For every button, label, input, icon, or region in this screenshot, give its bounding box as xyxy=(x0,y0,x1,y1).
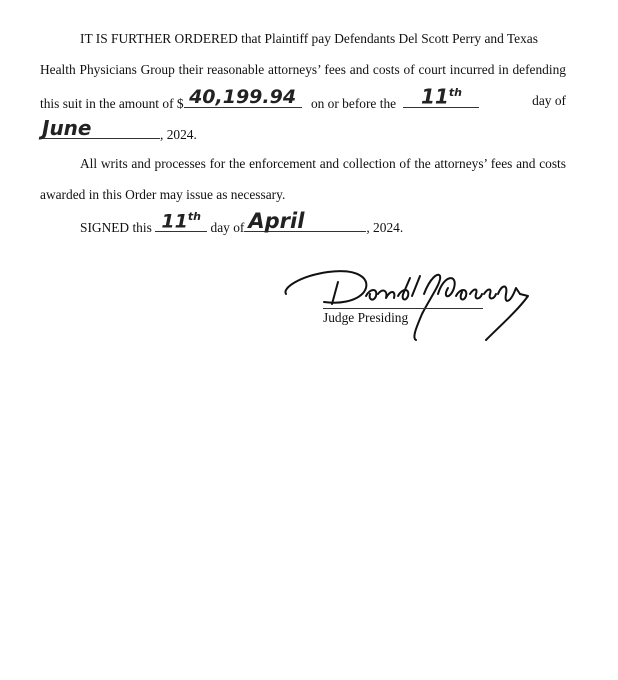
paragraph-1-line-3 xyxy=(40,85,566,112)
paragraph-1-line-4 xyxy=(40,116,566,143)
signed-month-blank xyxy=(244,209,366,233)
signed-middle: day of xyxy=(210,220,245,235)
paragraph-1-line-2-text: Health Physicians Group their reasonable attorneys’ fees and costs of court incurred in defending xyxy=(40,62,566,77)
amount-blank xyxy=(184,86,302,108)
due-day-blank xyxy=(403,85,479,109)
paragraph-1-line-1-text: IT IS FURTHER ORDERED that Plaintiff pay Defendants Del Scott Perry and Texas xyxy=(80,31,538,46)
signed-day-blank xyxy=(155,209,207,232)
signed-day-suffix: th xyxy=(187,209,201,223)
due-day-value: 11 xyxy=(420,85,449,109)
due-day-suffix: th xyxy=(448,86,462,100)
due-date-middle: on or before the xyxy=(310,96,397,111)
signature-block xyxy=(280,258,540,348)
paragraph-1-line-1 xyxy=(40,31,566,47)
paragraph-2-line-2-text: awarded in this Order may issue as necessary. xyxy=(40,187,286,202)
due-year-text: , 2024. xyxy=(160,127,197,142)
amount-handwritten: 40,199.94 xyxy=(189,86,297,108)
paragraph-2-line-1-text: All writs and processes for the enforcement and collection of the attorneys’ fees and costs xyxy=(80,156,566,171)
due-month-handwritten: June xyxy=(42,116,92,140)
signed-line xyxy=(40,209,566,236)
signed-day-handwritten xyxy=(155,209,207,232)
paragraph-2-line-2 xyxy=(40,187,566,203)
signed-prefix: SIGNED this xyxy=(80,220,152,235)
paragraph-2-line-1 xyxy=(40,156,566,172)
judge-signature-graphic xyxy=(280,258,540,348)
amount-prefix: this suit in the amount of $ xyxy=(40,96,184,111)
signed-day-value: 11 xyxy=(161,210,188,232)
judge-presiding-label: Judge Presiding xyxy=(323,308,483,326)
due-day-suffix-text: day of xyxy=(532,93,566,108)
signed-year-text: , 2024. xyxy=(366,220,404,235)
paragraph-1-line-2 xyxy=(40,62,566,78)
due-day-handwritten xyxy=(403,85,479,109)
due-month-blank xyxy=(40,116,160,140)
signed-month-handwritten: April xyxy=(248,209,305,233)
